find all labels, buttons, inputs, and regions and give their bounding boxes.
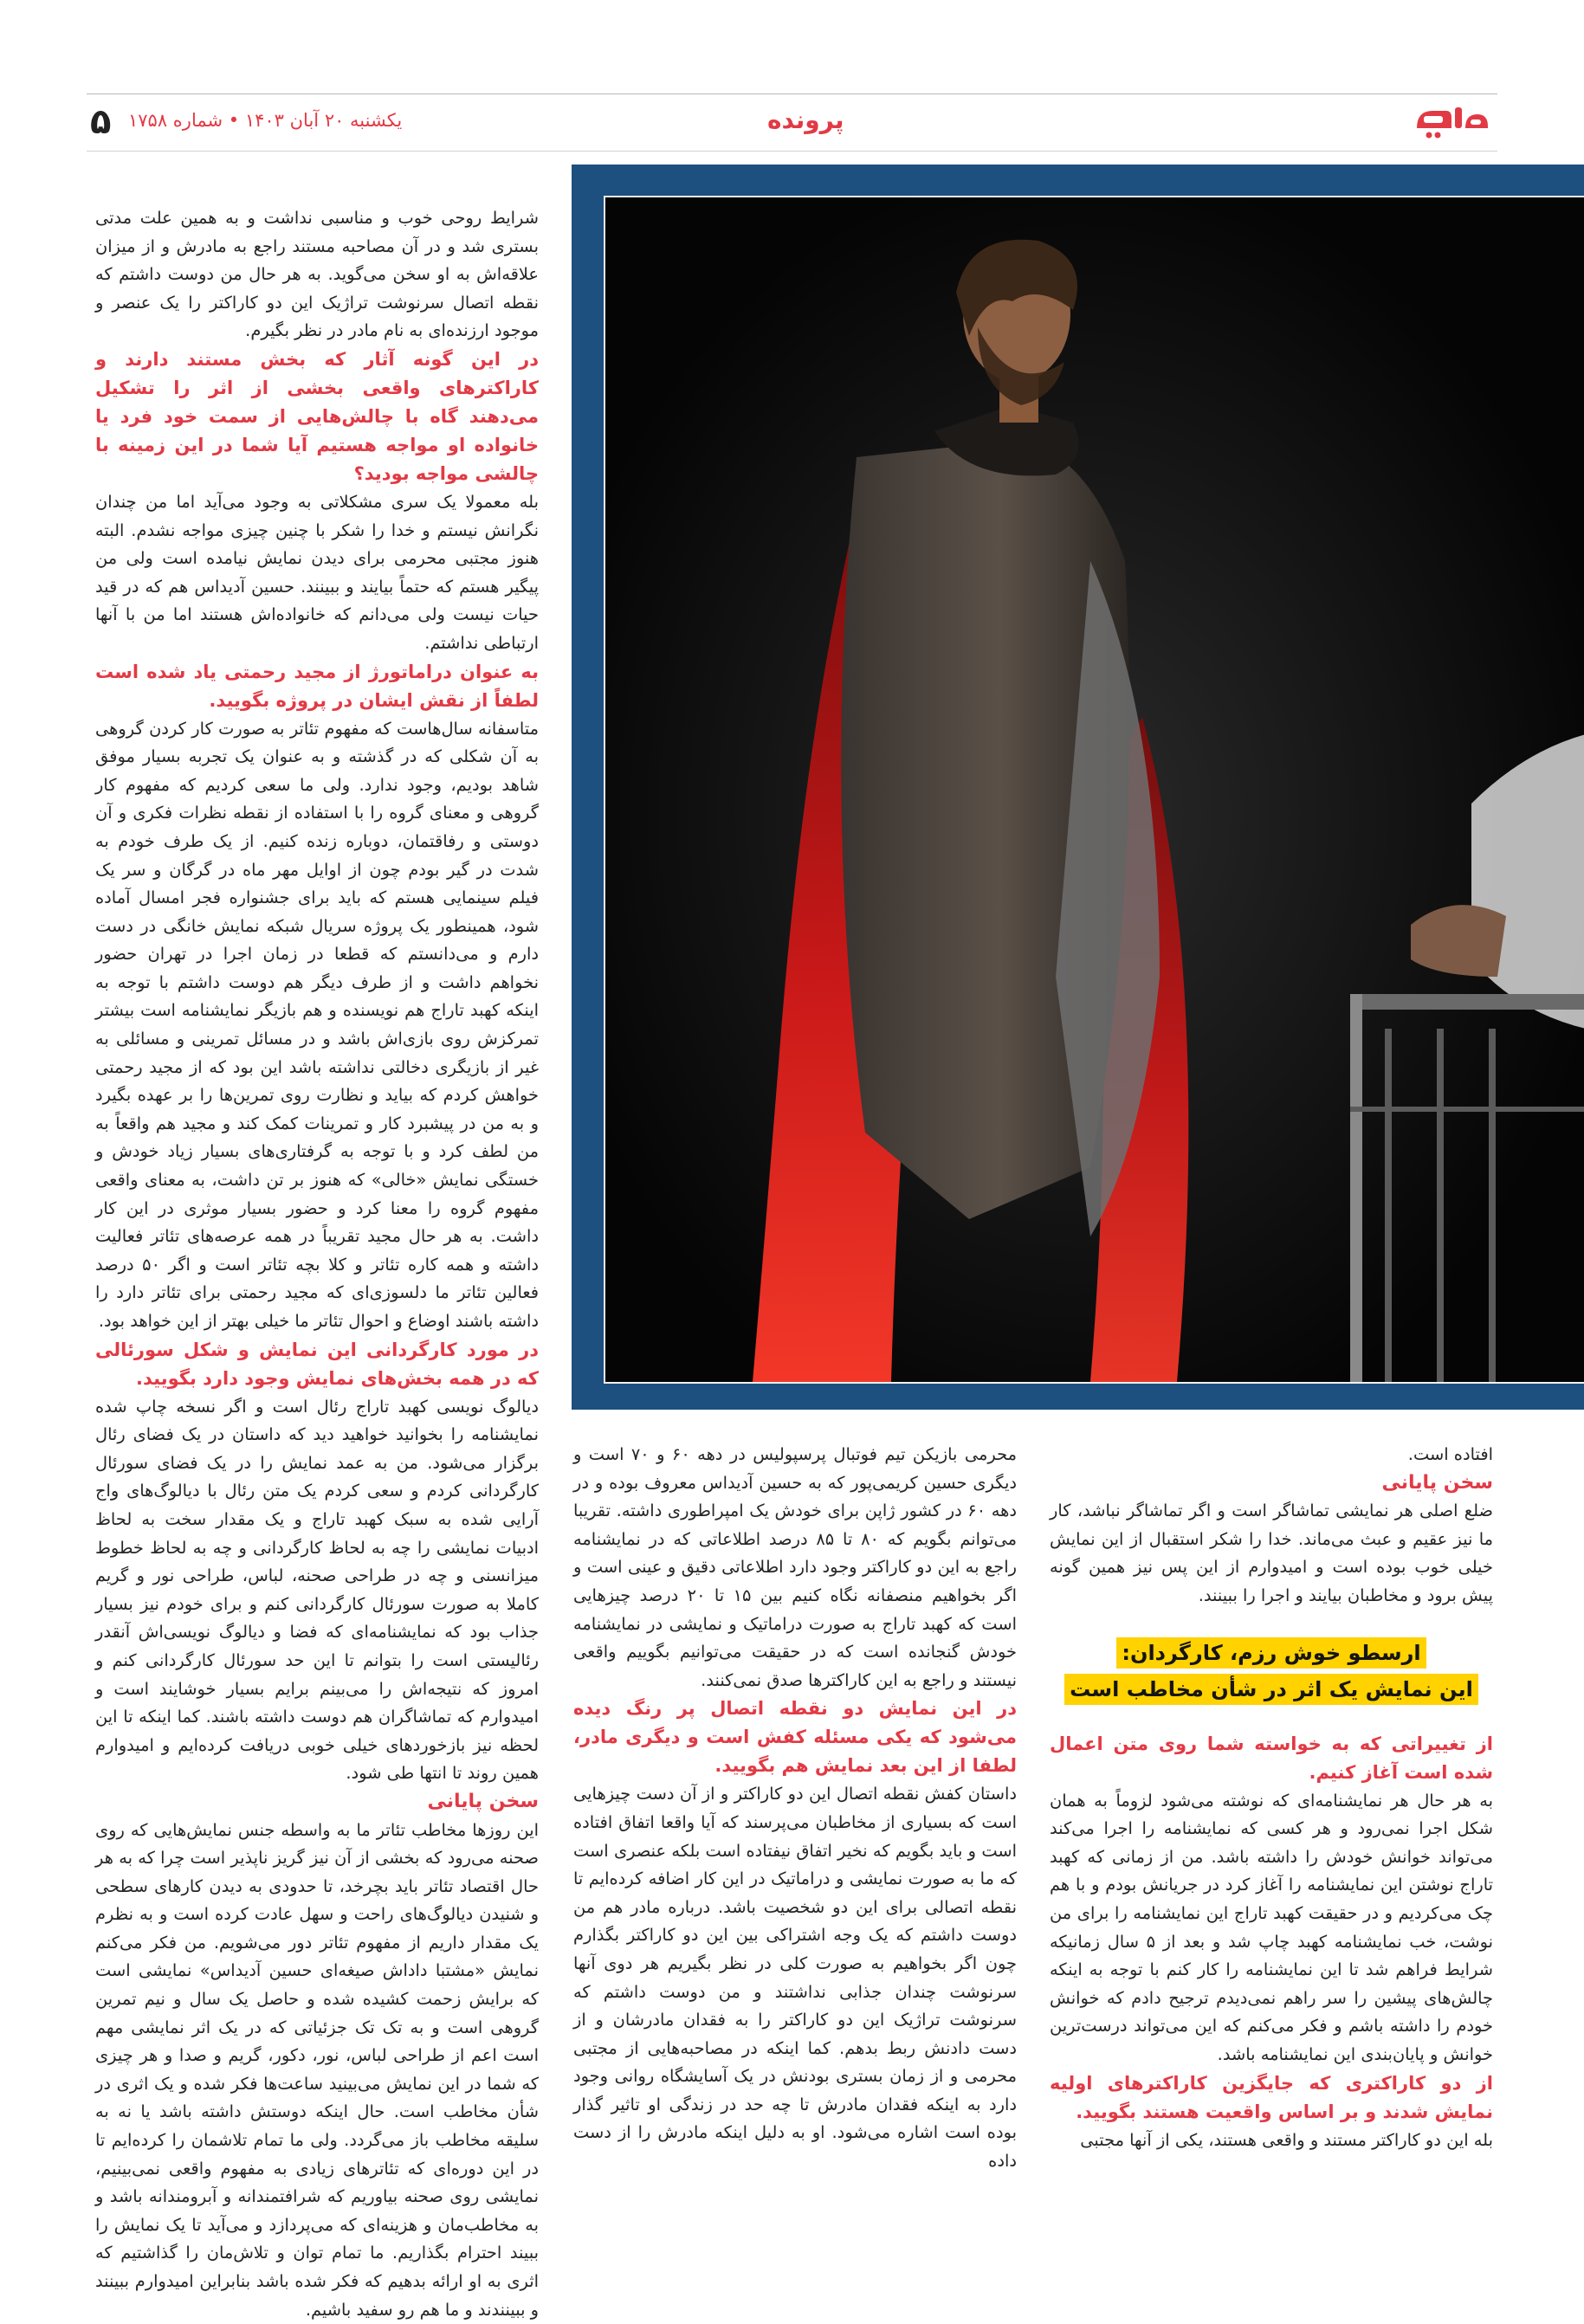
paragraph: متاسفانه سال‌هاست که مفهوم تئاتر به صورت کار کردن گروهی به آن شکلی که در گذشته و به عنوان یک تجربه بسیار موفق شاهد بودیم، وجود ندارد. ولی ما سعی کردیم که مفهوم کار گروهی و معنای گروه را با استفاده از نقطه نظرات فکری و آن دوستی و رفاقتمان، دوباره زنده کنیم. از یک طرف خودم به شدت در گیر بودم چون از اوایل مهر ماه در گرگان و سر یک فیلم سینمایی هستم که باید برای جشنواره فجر امسال آماده شود، همینطور یک پروژه سریال شبکه نمایش خانگی در دست دارم و می‌دانستم که قطعا در زمان اجرا در تهران حضور نخواهم داشت و از طرف دیگر هم دوست داشتم با توجه به اینکه کهبد تاراج هم نویسنده و هم بازیگر نمایشنامه است بیشتر تمرکزش روی بازی‌اش باشد و در مسائل تمرینی و مسائلی به غیر از بازیگری دخالتی نداشته باشد این بود که از مجید رحمتی خواهش کردم که بیاید و نظارت روی تمرین‌ها را بر عهده بگیرد و به من در پیشبرد کار و تمرینات کمک کند و مجید هم واقعاً به من لطف کرد و با توجه به گرفتاری‌های بسیار زیاد خودش و خستگی نمایش «خالی» که هنوز بر تن داشت، به معنای واقعی مفهوم گروه را معنا کرد و حضور بسیار موثری در این کار داشت. به هر حال مجید تقریباً در همه عرصه‌های تئاتر فعالیت داشته و همه کاره تئاتر و کلا بچه تئاتر است و اگر ۵۰ درصد فعالین تئاتر ما دلسوزی‌ای که مجید رحمتی برای تئاتر دارد را داشته باشند اوضاع و احوال تئاتر ما خیلی بهتر از این خواهد بود.	[95, 715, 539, 1336]
header-rule-bottom	[87, 151, 1497, 152]
paragraph: محرمی بازیکن تیم فوتبال پرسپولیس در دهه ۶۰ و ۷۰ است و دیگری حسین کریمی‌پور که به حسین آدیداس معروف بوده و در دهه ۶۰ در کشور ژاپن برای خودش یک امپراطوری داشته. تقریبا می‌توانم بگویم که ۸۰ تا ۸۵ درصد اطلاعاتی که در نمایشنامه راجع به این دو کاراکتر وجود دارد اطلاعاتی دقیق و عینی است و اگر بخواهیم منصفانه نگاه کنیم بین ۱۵ تا ۲۰ درصد چیزهایی است که کهبد تاراج به صورت دراماتیک و نمایشی در نمایشنامه خودش گنجانده است که در حقیقت می‌توانیم بگوییم واقعی نیستند و راجع به این کاراکترها صدق نمی‌کنند.	[573, 1441, 1017, 1695]
headline-box	[1050, 1635, 1493, 1707]
paragraph: ضلع اصلی هر نمایشی تماشاگر است و اگر تماشاگر نباشد، کار ما نیز عقیم و عبث می‌ماند. خدا را شکر استقبال از این نمایش خیلی خوب بوده است و امیدوارم از این پس نیز همین گونه پیش برود و مخاطبان بیایند و اجرا را ببینند.	[1050, 1497, 1493, 1610]
logo-mark-icon	[1412, 97, 1491, 145]
section-label: پرونده	[767, 106, 844, 134]
page-header	[0, 0, 1584, 165]
article-column-left	[95, 204, 539, 2324]
article-column-middle	[573, 1441, 1017, 2176]
paragraph: دیالوگ نویسی کهبد تاراج رئال است و اگر نسخه چاپ شده نمایشنامه را بخوانید خواهید دید که داستان در یک فضای رئال برگزار می‌شود. من به عمد نمایش را در یک فضای سورئال کارگردانی کردم و سعی کردم یک متن رئال با دیالوگ‌های واج آرایی شده به سبک کهبد تاراج و یک مقدار سخت به لحاظ ادبیات نمایشی را چه به لحاظ کارگردانی و چه به لحاظ خطوط میزانسنی و چه در طراحی صحنه، لباس، طراحی نور و گریم کاملا به صورت سورئال کارگردانی کنم و برای خودم نیز بسیار جذاب بود که نمایشنامه‌ای که فضا و دیالوگ نویسی‌اش آنقدر رئالیستی است را بتوانم تا این حد سورئال کارگردانی کنم و امروز که نتیجه‌اش را می‌بینم برایم بسیار خوشایند است و امیدوارم که تماشاگران هم دوست داشته باشند. کما اینکه تا این لحظه نیز بازخوردهای خیلی خوبی دریافت کرده‌ایم و امیدوارم همین روند تا انتها طی شود.	[95, 1393, 539, 1788]
stage-photo	[604, 196, 1584, 1384]
paragraph: شرایط روحی خوب و مناسبی نداشت و به همین علت مدتی بستری شد و در آن مصاحبه مستند راجع به مادرش و از میزان علاقه‌اش به او سخن می‌گوید. به هر حال من دوست داشتم که نقطه اتصال سرنوشت تراژیک این دو کاراکتر را یک عنصر و موجود ارزنده‌ای به نام مادر در نظر بگیرم.	[95, 204, 539, 345]
interview-question: به عنوان دراماتورژ از مجید رحمتی یاد شده است لطفاً از نقش ایشان در پروژه بگویید.	[95, 658, 539, 715]
paragraph: این روزها مخاطب تئاتر ما به واسطه جنس نمایش‌هایی که روی صحنه می‌رود که بخشی از آن نیز گریز ناپذیر است چرا که به هر حال اقتصاد تئاتر باید بچرخد، تا حدودی به دیدن کارهای سطحی و شنیدن دیالوگ‌های راحت و سهل عادت کرده است و به نظرم یک مقدار داریم از مفهوم تئاتر دور می‌شویم. من فکر می‌کنم نمایش «مشتبا داداش صیغه‌ای حسین آدیداس» نمایشی است که برایش زحمت کشیده شده و حاصل یک سال و نیم تمرین گروهی است و به تک تک جزئیاتی که در یک اثر نمایشی مهم است اعم از طراحی لباس، نور، دکور، گریم و صدا و هر چیزی که شما در این نمایش می‌بینید ساعت‌ها فکر شده و یک اثری در شأن مخاطب است. حال اینکه دوستش داشته باشد یا نه به سلیقه مخاطب باز می‌گردد. ولی ما تمام تلاشمان را کرده‌ایم تا در این دوره‌ای که تئاترهای زیادی به مفهوم واقعی نمی‌بینیم، نمایشی روی صحنه بیاوریم که شرافتمندانه و آبرومندانه باشد و به مخاطب‌مان و هزینه‌ای که می‌پردازد و می‌آید تا یک نمایش را ببیند احترام بگذاریم. ما تمام توان و تلاش‌مان را گذاشتیم که اثری به او ارائه بدهیم که فکر شده باشد بنابراین امیدوارم ببینند و ببینندند و ما هم رو سفید باشیم.	[95, 1817, 539, 2324]
interview-question: از دو کاراکتری که جایگزین کاراکترهای اولیه نمایش شدند و بر اساس واقعیت هستند بگویید.	[1050, 2069, 1493, 2127]
interview-question: در مورد کارگردانی این نمایش و شکل سورئالی که در همه بخش‌های نمایش وجود دارد بگویید.	[95, 1336, 539, 1393]
interview-question: در این گونه آثار که بخش مستند دارند و کاراکترهای واقعی بخشی از اثر را تشکیل می‌دهند گاه با چالش‌هایی از سمت خود فرد یا خانواده او مواجه هستیم آیا شما در این زمینه با چالشی مواجه بودید؟	[95, 345, 539, 488]
paragraph: افتاده است.	[1050, 1441, 1493, 1469]
page-number: ۵	[90, 102, 111, 142]
paragraph: بله معمولا یک سری مشکلاتی به وجود می‌آید اما من چندان نگرانش نیستم و خدا را شکر با چنین چیزی مواجه نشدم. البته هنوز مجتبی محرمی برای دیدن نمایش نیامده است ولی من پیگیر هستم که حتماً بیایند و ببینند. حسین آدیداس هم که در قید حیات نیست ولی می‌دانم که خانواده‌اش هستند اما من با آنها ارتباطی نداشتم.	[95, 488, 539, 658]
paragraph: به هر حال هر نمایشنامه‌ای که نوشته می‌شود لزوماً به همان شکل اجرا نمی‌رود و هر کسی که نمایشنامه را اجرا می‌کند می‌تواند خوانش خودش را داشته باشد. من از زمانی که کهبد تاراج نوشتن این نمایشنامه را آغاز کرد در جریانش بودم و با هم چک می‌کردیم و در حقیقت کهبد تاراج این نمایشنامه را برای من نوشت، خب نمایشنامه کهبد چاپ شد و بعد از ۵ سال زمانیکه شرایط فراهم شد تا این نمایشنامه را کار کنم با توجه به اینکه چالش‌های پیشین را سر راهم نمی‌دیدم ترجیح دادم که خوانش خودم را داشته باشم و فکر می‌کنم که این می‌تواند درست‌ترین خوانش و پایان‌بندی این نمایشنامه باشد.	[1050, 1787, 1493, 2069]
subheading: سخن پایانی	[95, 1788, 539, 1817]
headline-line: این نمایش یک اثر در شأن مخاطب است	[1064, 1674, 1478, 1705]
headline-line: ارسطو خوش رزم، کارگردان:	[1116, 1637, 1426, 1669]
issue-date-info: یکشنبه ۲۰ آبان ۱۴۰۳ • شماره ۱۷۵۸	[128, 110, 402, 131]
actor-on-stage-image	[605, 197, 1584, 1382]
interview-question: در این نمایش دو نقطه اتصال پر رنگ دیده می‌شود که یکی مسئله کفش است و دیگری مادر، لطفا از این بعد نمایش هم بگویید.	[573, 1695, 1017, 1780]
paragraph: بله این دو کاراکتر مستند و واقعی هستند، یکی از آنها مجتبی	[1050, 2127, 1493, 2155]
publication-logo	[1412, 97, 1491, 145]
article-column-right	[1050, 1441, 1493, 2154]
paragraph: داستان کفش نقطه اتصال این دو کاراکتر و از آن دست چیزهایی است که بسیاری از مخاطبان می‌پرسند که آیا واقعا اتفاق افتاده است و باید بگویم که نخیر اتفاق نیفتاده است بلکه عنصری است که ما به صورت نمایشی و دراماتیک در این کار اضافه کرده‌ایم تا نقطه اتصالی برای این دو شخصیت باشد. درباره مادر هم من دوست داشتم که یک وجه اشتراکی بین این دو کاراکتر بگذارم چون اگر بخواهیم به صورت کلی در نظر بگیریم هر دوی آنها سرنوشت چندان جذابی نداشتند و من دوست داشتم که سرنوشت تراژیک این دو کاراکتر را به فقدان مادرشان و از دست دادنش ربط بدهم. کما اینکه در مصاحبه‌هایی از مجتبی محرمی و از زمان بستری بودنش در یک آسایشگاه روانی وجود دارد به اینکه فقدان مادرش تا چه حد در زندگی او تاثیر گذار بوده است اشاره می‌شود. او به دلیل اینکه مادرش را از دست داده	[573, 1780, 1017, 2175]
subheading: سخن پایانی	[1050, 1469, 1493, 1498]
interview-question: از تغییراتی که به خواسته شما روی متن اعمال شده است آغاز کنیم.	[1050, 1730, 1493, 1787]
